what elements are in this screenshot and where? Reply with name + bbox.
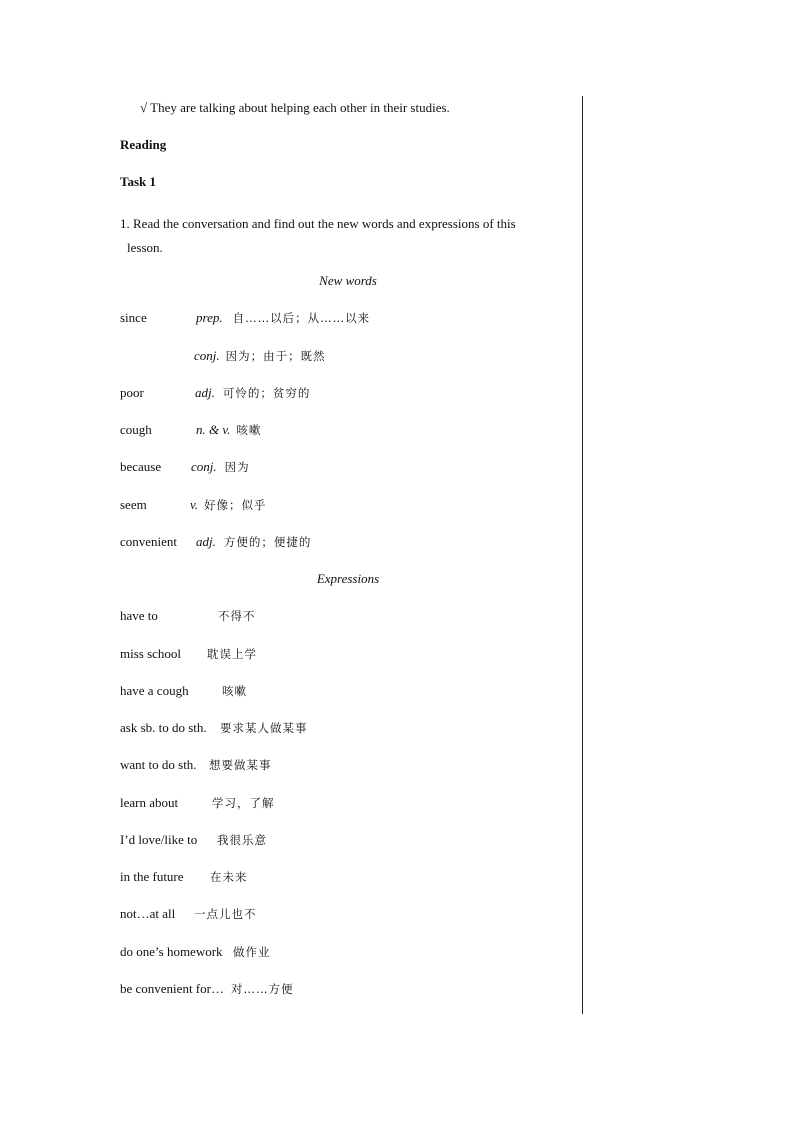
word-term: seem: [120, 497, 147, 512]
word-term: convenient: [120, 534, 178, 549]
expression-meaning: 耽误上学: [207, 647, 257, 661]
expression-phrase: miss school: [120, 646, 182, 661]
expression-entry: [120, 869, 248, 885]
word-entry-cough: [120, 422, 261, 438]
expression-meaning: 要求某人做某事: [220, 721, 308, 735]
task-heading: Task 1: [120, 174, 157, 189]
expression-entry: [120, 981, 294, 997]
column-divider-line: [582, 96, 583, 1014]
expression-meaning: 一点儿也不: [194, 907, 257, 921]
word-term: because: [120, 459, 162, 474]
expression-meaning: 我很乐意: [217, 833, 267, 847]
new-words-heading: New words: [319, 273, 377, 288]
expression-meaning: 做作业: [233, 945, 271, 959]
expression-phrase: ask sb. to do sth.: [120, 720, 207, 735]
expression-entry: [120, 944, 271, 960]
word-pos: prep.: [196, 310, 223, 325]
expression-meaning: 在未来: [210, 870, 248, 884]
expression-entry: [120, 720, 308, 736]
word-meaning: 因为: [224, 460, 250, 474]
expression-meaning: 不得不: [218, 609, 256, 623]
expression-phrase: not…at all: [120, 906, 176, 921]
instruction-line-1: 1. Read the conversation and find out the new words and expressions of this: [120, 216, 516, 231]
word-pos: n. & v.: [196, 422, 231, 437]
word-term: cough: [120, 422, 152, 437]
word-meaning: 方便的；便捷的: [223, 535, 312, 549]
expression-phrase: have a cough: [120, 683, 189, 698]
expression-entry: [120, 906, 257, 922]
word-term: poor: [120, 385, 144, 400]
word-pos: conj.: [191, 459, 217, 474]
expression-meaning: 想要做某事: [209, 758, 272, 772]
word-meaning: 好像；似乎: [204, 498, 267, 512]
expression-entry: [120, 832, 267, 848]
instruction-paragraph: [120, 212, 576, 260]
expression-phrase: in the future: [120, 869, 184, 884]
word-entry-poor: [120, 385, 310, 401]
word-entry-since: [120, 310, 370, 326]
word-meaning: 可怜的；贫穷的: [222, 386, 311, 400]
expression-phrase: do one’s homework: [120, 944, 223, 959]
expression-phrase: learn about: [120, 795, 179, 810]
word-meaning: 自……以后；从……以来: [232, 311, 371, 325]
expression-entry: [120, 646, 257, 662]
expression-meaning: 咳嗽: [222, 684, 247, 698]
word-meaning: 因为；由于；既然: [225, 349, 326, 363]
expression-phrase: I’d love/like to: [120, 832, 198, 847]
word-entry-seem: [120, 497, 267, 513]
word-meaning: 咳嗽: [236, 423, 262, 437]
expression-entry: [120, 757, 272, 773]
check-mark: √: [140, 100, 148, 115]
word-term: since: [120, 310, 147, 325]
expressions-heading: Expressions: [316, 571, 380, 586]
instruction-line-2: lesson.: [127, 240, 163, 255]
answer-text: They are talking about helping each other in their studies.: [150, 100, 450, 115]
word-pos: v.: [190, 497, 199, 512]
section-heading-reading: Reading: [120, 137, 167, 152]
word-pos: adj.: [195, 385, 215, 400]
word-entry-because: [120, 459, 250, 475]
word-pos: adj.: [196, 534, 216, 549]
expression-meaning: 对……方便: [231, 982, 294, 996]
word-entry-convenient: [120, 534, 311, 550]
expression-phrase: want to do sth.: [120, 757, 197, 772]
expression-entry: [120, 608, 256, 624]
expression-meaning: 学习，了解: [212, 796, 275, 810]
word-pos: conj.: [194, 348, 220, 363]
word-entry-since-conj: [120, 348, 326, 364]
answer-line: [140, 100, 450, 116]
expression-phrase: have to: [120, 608, 158, 623]
expression-entry: [120, 683, 247, 699]
expression-phrase: be convenient for…: [120, 981, 224, 996]
expression-entry: [120, 795, 275, 811]
